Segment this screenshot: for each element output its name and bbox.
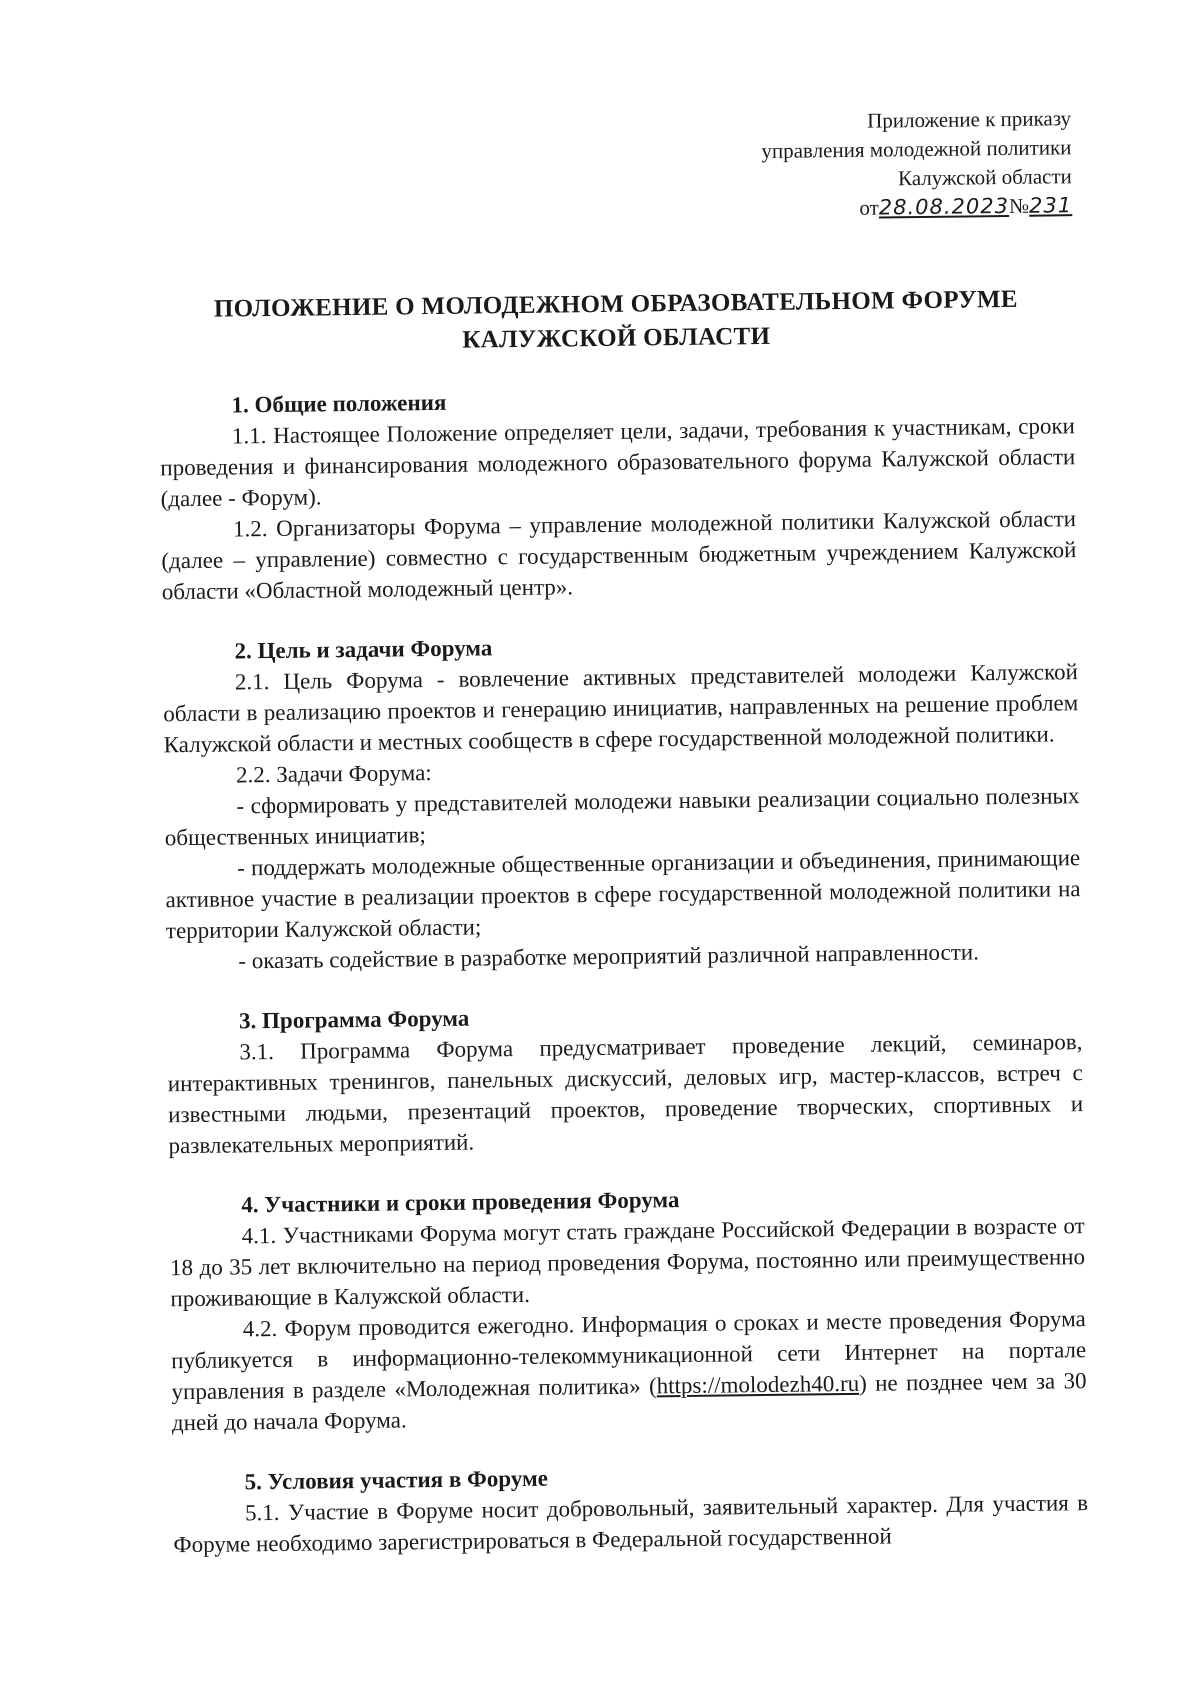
paragraph-4-1: 4.1. Участниками Форума могут стать граждане Российской Федерации в возрасте от 18 до 35 лет включительно на период проведения Форума, постоянно или преимущественно проживающие в Калужской области. [169, 1213, 1086, 1312]
section-1 [159, 380, 1077, 607]
paragraph-1-1: 1.1. Настоящее Положение определяет цели, задачи, требования к участникам, сроки проведения и финансирования молодежного образовательного форума Калужской области (далее - Форум). [160, 413, 1076, 512]
appendix-line-1: Приложение к приказу [867, 106, 1072, 133]
section-5 [173, 1457, 1089, 1560]
section-4 [169, 1180, 1087, 1438]
section-2-title: 2. Цель и задачи Форума [234, 635, 493, 664]
paragraph-4-2-text-a: 4.2. Форум проводится ежегодно. Информация о сроках и месте проведения Форума публикуется в информационно-телекоммуникационной сети Интернет на портале управления в разделе «Молодежная политика» ( [171, 1306, 1087, 1405]
paragraph-2-1: 2.1. Цель Форума - вовлечение активных представителей молодежи Калужской области в реализацию проектов и генерацию инициатив, направленных на решение проблем Калужской области и местных сообществ в сфере государственной молодежной политики. [163, 659, 1079, 758]
section-3-title: 3. Программа Форума [238, 1005, 470, 1034]
paragraph-2-2-item-3: - оказать содействие в разработке мероприятий различной направленности. [238, 939, 980, 974]
appendix-date-prefix: от [859, 195, 879, 220]
section-1-title: 1. Общие положения [231, 389, 447, 418]
paragraph-2-2-item-1: - сформировать у представителей молодежи навыки реализации социально полезных общественных инициатив; [164, 783, 1080, 851]
paragraph-4-2 [171, 1303, 1087, 1438]
portal-link[interactable]: https://molodezh40.ru [656, 1370, 860, 1399]
paragraph-4-2-text-b: ) не позднее чем за 30 дней до начала Форума. [171, 1368, 1087, 1436]
appendix-block [156, 104, 1072, 231]
appendix-number-sign: № [1008, 193, 1030, 218]
paragraph-1-2: 1.2. Организаторы Форума – управление молодежной политики Калужской области (далее – управление) совместно с государственным бюджетным учреждением Калужской области «Областной молодежный центр». [161, 506, 1077, 605]
document-title [158, 282, 1074, 361]
appendix-line-2: управления молодежной политики [761, 135, 1072, 163]
paragraph-2-2-item-2: - поддержать молодежные общественные организации и объединения, принимающие активное участие в реализации проектов в сфере государственной молодежной политики на территории Калужской области; [165, 845, 1081, 944]
section-4-title: 4. Участники и сроки проведения Форума [241, 1187, 680, 1218]
title-line-1: ПОЛОЖЕНИЕ О МОЛОДЕЖНОМ ОБРАЗОВАТЕЛЬНОМ ФОРУМЕ [213, 285, 1018, 323]
paragraph-5-1: 5.1. Участие в Форуме носит добровольный, заявительный характер. Для участия в Форуме необходимо зарегистрироваться в Федеральной государственной [173, 1490, 1089, 1558]
section-5-title: 5. Условия участия в Форуме [244, 1465, 549, 1495]
paragraph-2-2: 2.2. Задачи Форума: [235, 760, 432, 788]
title-line-2: КАЛУЖСКОЙ ОБЛАСТИ [462, 322, 771, 354]
section-3 [167, 996, 1084, 1161]
appendix-number: 231 [1028, 193, 1073, 218]
appendix-line-3: Калужской области [897, 164, 1072, 191]
section-2 [162, 626, 1081, 977]
paragraph-3-1: 3.1. Программа Форума предусматривает проведение лекций, семинаров, интерактивных тренингов, панельных дискуссий, деловых игр, мастер-классов, встреч с известными людьми, презентаций проектов, проведение творческих, спортивных и развлекательных мероприятий. [167, 1029, 1084, 1159]
appendix-date: 28.08.2023 [878, 193, 1010, 220]
